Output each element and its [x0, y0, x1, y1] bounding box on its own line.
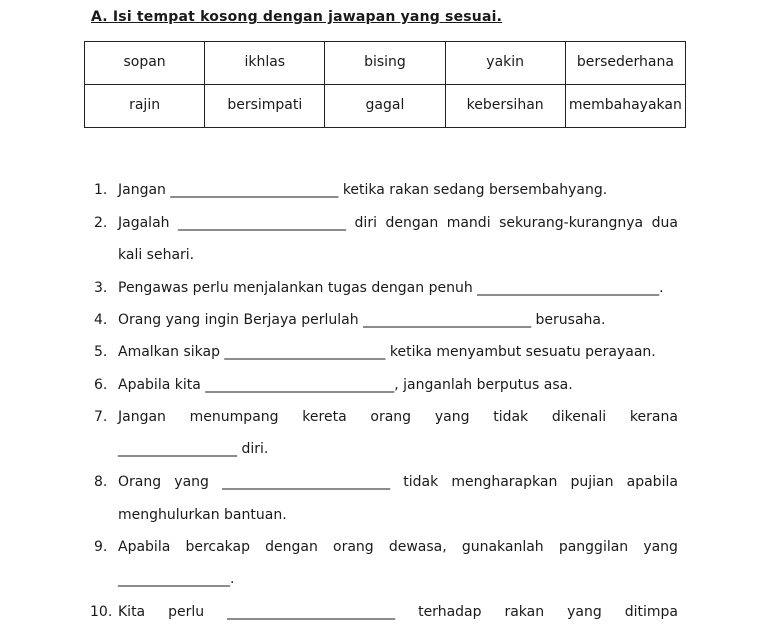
- question-word: Kita: [118, 604, 146, 620]
- question-word: Apabila: [118, 539, 171, 555]
- word-bank-cell: bising: [325, 42, 445, 85]
- question-word: mengharapkan: [451, 474, 558, 490]
- question-word: orang: [370, 409, 412, 425]
- question-word: ditimpa: [624, 604, 678, 620]
- question-number: 4.: [94, 312, 108, 328]
- question-number: 10.: [90, 604, 113, 620]
- word-bank-cell: ikhlas: [205, 42, 325, 85]
- question-number: 9.: [94, 539, 108, 555]
- question-word: rakan: [504, 604, 545, 620]
- question-word: mandi: [446, 215, 491, 231]
- question-word: pujian: [570, 474, 614, 490]
- question-text: [118, 408, 678, 426]
- question-word: kereta: [302, 409, 347, 425]
- question-text-continued: _________________ diri.: [118, 441, 269, 457]
- question-word: apabila: [626, 474, 678, 490]
- question-text: [118, 473, 678, 491]
- question-word: yang: [567, 604, 602, 620]
- word-bank-cell: kebersihan: [445, 85, 565, 128]
- question-number: 8.: [94, 474, 108, 490]
- question-text: Orang yang ingin Berjaya perlulah ________________________ berusaha.: [118, 312, 606, 328]
- question-text: Apabila kita ___________________________, janganlah berputus asa.: [118, 377, 573, 393]
- question-word: terhadap: [418, 604, 482, 620]
- answer-blank: ________________________: [227, 604, 396, 620]
- word-bank-cell: rajin: [85, 85, 205, 128]
- question-word: tidak: [403, 474, 439, 490]
- word-bank-row: [85, 85, 686, 128]
- word-bank-cell: sopan: [85, 42, 205, 85]
- question-word: yang: [643, 539, 678, 555]
- question-number: 2.: [94, 215, 108, 231]
- question-text: [118, 214, 678, 232]
- word-bank-cell: bersederhana: [565, 42, 685, 85]
- question-text-continued: ________________.: [118, 571, 235, 587]
- question-number: 6.: [94, 377, 108, 393]
- question-text-continued: menghulurkan bantuan.: [118, 507, 287, 523]
- question-word: gunakanlah: [461, 539, 544, 555]
- question-text: Pengawas perlu menjalankan tugas dengan penuh __________________________.: [118, 280, 664, 296]
- question-word: dengan: [265, 539, 318, 555]
- word-bank-row: [85, 42, 686, 85]
- question-word: dewasa,: [388, 539, 447, 555]
- question-word: menumpang: [189, 409, 279, 425]
- question-text-continued: kali sehari.: [118, 247, 195, 263]
- question-text: Amalkan sikap _______________________ ketika menyambut sesuatu perayaan.: [118, 344, 656, 360]
- question-word: dua: [651, 215, 678, 231]
- question-word: yang: [174, 474, 209, 490]
- answer-blank: ________________________: [178, 215, 347, 231]
- word-bank-table: [84, 41, 686, 128]
- question-word: orang: [333, 539, 374, 555]
- question-word: Jangan: [118, 409, 166, 425]
- question-text: Jangan ________________________ ketika rakan sedang bersembahyang.: [118, 182, 608, 198]
- section-heading: A. Isi tempat kosong dengan jawapan yang sesuai.: [91, 9, 503, 25]
- question-word: kerana: [629, 409, 678, 425]
- question-word: sekurang-kurangnya: [499, 215, 644, 231]
- word-bank-cell: membahayakan: [565, 85, 685, 128]
- question-number: 7.: [94, 409, 108, 425]
- question-number: 3.: [94, 280, 108, 296]
- answer-blank: ________________________: [222, 474, 391, 490]
- question-number: 1.: [94, 182, 108, 198]
- question-number: 5.: [94, 344, 108, 360]
- question-word: Jagalah: [118, 215, 170, 231]
- question-text: [118, 538, 678, 556]
- question-word: Orang: [118, 474, 162, 490]
- word-bank-cell: yakin: [445, 42, 565, 85]
- question-word: perlu: [168, 604, 205, 620]
- question-word: bercakap: [185, 539, 250, 555]
- word-bank-cell: bersimpati: [205, 85, 325, 128]
- question-text: [118, 603, 678, 621]
- question-word: tidak: [493, 409, 529, 425]
- word-bank-cell: gagal: [325, 85, 445, 128]
- question-word: yang: [434, 409, 470, 425]
- question-word: dikenali: [551, 409, 607, 425]
- question-word: diri: [354, 215, 377, 231]
- question-word: dengan: [385, 215, 439, 231]
- question-word: panggilan: [558, 539, 629, 555]
